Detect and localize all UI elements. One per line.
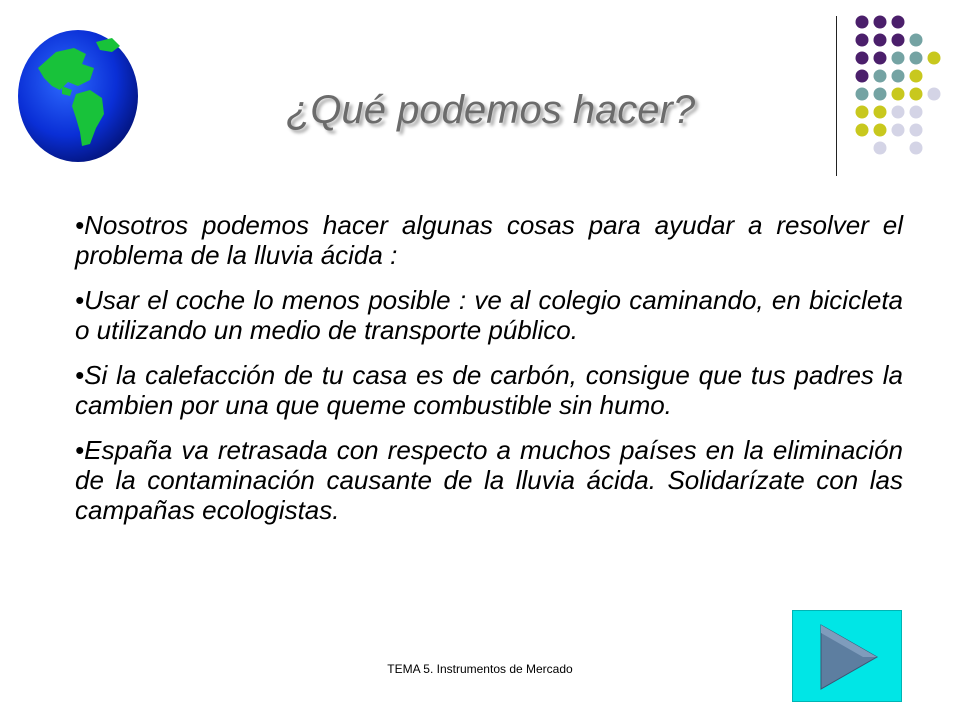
vertical-divider (836, 16, 837, 176)
next-arrow-icon (793, 611, 903, 703)
next-slide-button[interactable] (792, 610, 902, 702)
bullet-item: •Nosotros podemos hacer algunas cosas para ayudar a resolver el problema de la lluvia ácida : (75, 210, 903, 270)
decorative-dot-grid (848, 10, 952, 160)
globe-icon (16, 28, 140, 164)
bullet-item: •Usar el coche lo menos posible : ve al colegio caminando, en bicicleta o utilizando un medio de transporte público. (75, 285, 903, 345)
slide-footer: TEMA 5. Instrumentos de Mercado (387, 662, 573, 676)
slide-body (75, 210, 903, 540)
slide-title: ¿Qué podemos hacer? (286, 88, 696, 132)
bullet-item: •Si la calefacción de tu casa es de carbón, consigue que tus padres la cambien por una que queme combustible sin humo. (75, 360, 903, 420)
bullet-item: •España va retrasada con respecto a muchos países en la eliminación de la contaminación causante de la lluvia ácida. Solidarízate con las campañas ecologistas. (75, 435, 903, 525)
